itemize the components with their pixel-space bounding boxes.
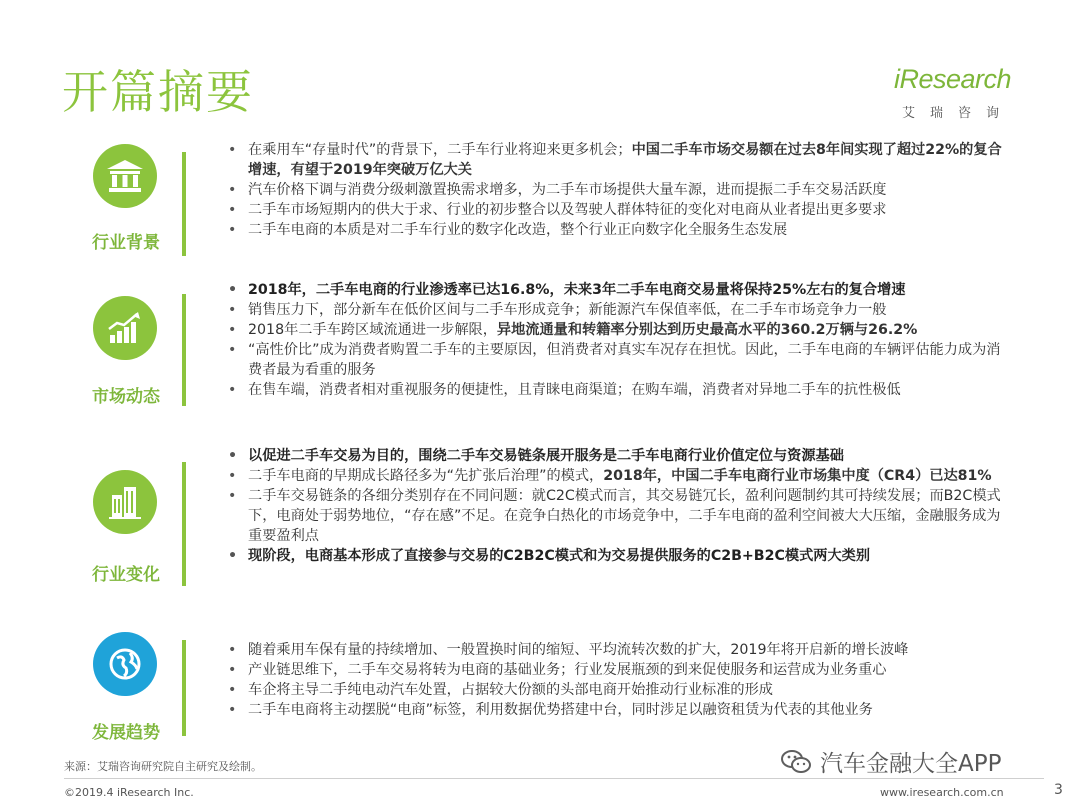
bullet-item [222, 660, 1012, 680]
bullet-item [222, 680, 1012, 700]
logo-wordmark: iResearch [894, 64, 1012, 94]
bullet-list [222, 446, 1012, 566]
bullet-text: 车企将主导二手纯电动汽车处置，占据较大份额的头部电商开始推动行业标准的形成 [248, 682, 773, 698]
website-link[interactable]: www.iresearch.com.cn [880, 786, 1004, 799]
bullet-item [222, 486, 1012, 546]
bullet-list [222, 280, 1012, 400]
bullet-text-bold: 中国二手车市场交易额在过去8年间实现了超过22%的复合增速，有望于2019年突破万亿大关 [248, 142, 1002, 178]
section-label: 行业变化 [92, 565, 160, 585]
bullet-text: “高性价比”成为消费者购置二手车的主要原因，但消费者对真实车况存在担忧。因此，二手车电商的车辆评估能力成为消费者最为看重的服务 [248, 342, 1001, 378]
bullet-text: 产业链思维下，二手车交易将转为电商的基础业务；行业发展瓶颈的到来促使服务和运营成为业务重心 [248, 662, 887, 678]
bullet-list [222, 140, 1012, 240]
bullet-item [222, 220, 1012, 240]
bullet-item [222, 340, 1012, 380]
bullet-text: 2018年二手车跨区域流通进一步解限， [248, 322, 497, 338]
section-divider [182, 640, 186, 736]
bullet-text: 二手车交易链条的各细分类别存在不同问题：就C2C模式而言，其交易链冗长，盈利问题制约其可持续发展；而B2C模式下，电商处于弱势地位，“存在感”不足。在竞争白热化的市场竞争中，二手车电商的盈利空间被大大压缩，金融服务成为重要盈利点 [248, 488, 1001, 544]
bullet-item [222, 140, 1012, 180]
bullet-text-bold: 2018年，中国二手车电商行业市场集中度（CR4）已达81% [603, 468, 992, 484]
bullet-item [222, 380, 1012, 400]
bullet-item [222, 300, 1012, 320]
logo-subtitle: 艾瑞咨询 [902, 106, 1015, 121]
bullet-text: 销售压力下，部分新车在低价区间与二手车形成竞争；新能源汽车保值率低，在二手车市场竞争力一般 [248, 302, 887, 318]
bullet-item [222, 280, 1012, 300]
bullet-text: 二手车电商的早期成长路径多为“先扩张后治理”的模式， [248, 468, 604, 484]
bullet-item [222, 466, 1012, 486]
bullet-item [222, 200, 1012, 220]
watermark-text: 汽车金融大全APP [820, 751, 1002, 777]
section-label: 行业背景 [92, 233, 160, 253]
bullet-text-bold: 异地流通量和转籍率分别达到历史最高水平的360.2万辆与26.2% [496, 322, 918, 338]
bullet-text: 二手车市场短期内的供大于求、行业的初步整合以及驾驶人群体特征的变化对电商从业者提出更多要求 [248, 202, 887, 218]
bullet-list [222, 640, 1012, 720]
page-number: 3 [1054, 782, 1063, 798]
buildings-icon [93, 470, 157, 534]
bullet-text: 随着乘用车保有量的持续增加、一般置换时间的缩短、平均流转次数的扩大，2019年将开启新的增长波峰 [248, 642, 909, 658]
globe-icon [93, 632, 157, 696]
section-divider [182, 462, 186, 586]
section-divider [182, 294, 186, 406]
iresearch-logo [890, 64, 1030, 124]
copyright: ©2019.4 iResearch Inc. [64, 786, 194, 799]
wechat-watermark [780, 745, 1001, 778]
bullet-text-bold: 以促进二手车交易为目的，围绕二手车交易链条展开服务是二手车电商行业价值定位与资源基础 [248, 448, 844, 464]
section-label: 发展趋势 [92, 723, 160, 743]
bullet-item [222, 546, 1012, 566]
page-title: 开篇摘要 [62, 65, 254, 119]
bullet-item [222, 320, 1012, 340]
bullet-text: 二手车电商的本质是对二手车行业的数字化改造，整个行业正向数字化全服务生态发展 [248, 222, 788, 238]
bullet-text: 汽车价格下调与消费分级刺激置换需求增多，为二手车市场提供大量车源，进而提振二手车交易活跃度 [248, 182, 887, 198]
bullet-text: 二手车电商将主动摆脱“电商”标签，利用数据优势搭建中台，同时涉足以融资租赁为代表的其他业务 [248, 702, 873, 718]
bullet-text: 在乘用车“存量时代”的背景下，二手车行业将迎来更多机会； [248, 142, 632, 158]
bullet-item [222, 640, 1012, 660]
bullet-item [222, 446, 1012, 466]
bullet-text-bold: 现阶段，电商基本形成了直接参与交易的C2B2C模式和为交易提供服务的C2B+B2C模式两大类别 [248, 548, 871, 564]
bank-icon [93, 144, 157, 208]
source-note: 来源：艾瑞咨询研究院自主研究及绘制。 [64, 760, 262, 773]
bullet-item [222, 700, 1012, 720]
section-divider [182, 152, 186, 256]
growth-chart-icon [93, 296, 157, 360]
bullet-text-bold: 2018年，二手车电商的行业渗透率已达16.8%，未来3年二手车电商交易量将保持25%左右的复合增速 [248, 282, 906, 298]
section-label: 市场动态 [92, 387, 160, 407]
wechat-icon [780, 748, 812, 776]
bullet-item [222, 180, 1012, 200]
footer-divider [64, 778, 1044, 779]
bullet-text: 在售车端，消费者相对重视服务的便捷性，且青睐电商渠道；在购车端，消费者对异地二手车的抗性极低 [248, 382, 901, 398]
